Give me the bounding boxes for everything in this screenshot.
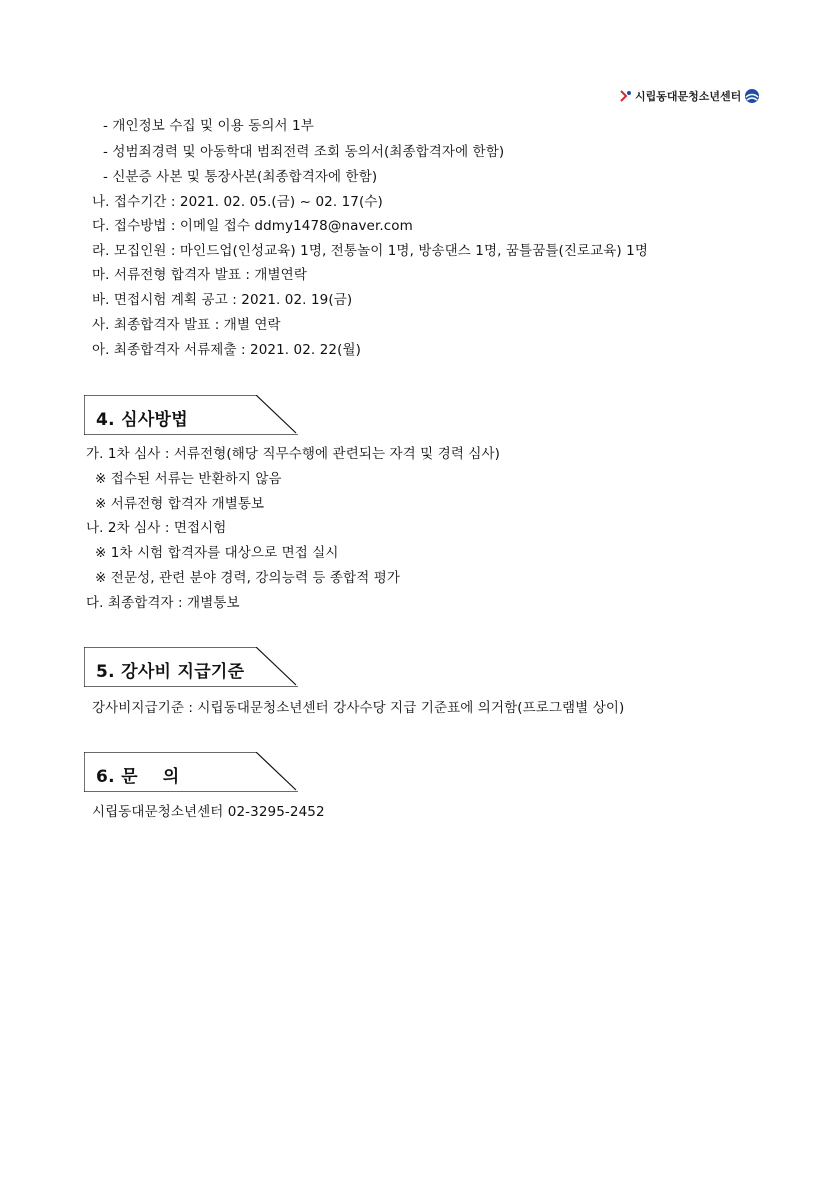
schedule-item: 마. 서류전형 합격자 발표 : 개별연락	[92, 267, 307, 283]
section-header-6	[84, 752, 298, 792]
section4-line: 가. 1차 심사 : 서류전형(해당 직무수행에 관련되는 자격 및 경력 심사)	[86, 446, 501, 462]
section4-line: 나. 2차 심사 : 면접시험	[86, 520, 227, 536]
doc-item: - 신분증 사본 및 통장사본(최종합격자에 한함)	[103, 169, 378, 185]
schedule-item: 나. 접수기간 : 2021. 02. 05.(금) ~ 02. 17(수)	[92, 194, 383, 210]
schedule-item: 아. 최종합격자 서류제출 : 2021. 02. 22(월)	[92, 342, 361, 358]
org-emblem-icon	[744, 88, 760, 104]
schedule-item: 다. 접수방법 : 이메일 접수 ddmy1478@naver.com	[92, 218, 413, 234]
schedule-item: 바. 면접시험 계획 공고 : 2021. 02. 19(금)	[92, 292, 353, 308]
section6-line: 시립동대문청소년센터 02-3295-2452	[92, 804, 325, 820]
section-header-4	[84, 395, 298, 435]
section-title: 6. 문 의	[96, 767, 180, 787]
doc-item: - 개인정보 수집 및 이용 동의서 1부	[103, 118, 314, 134]
section4-line: 다. 최종합격자 : 개별통보	[86, 595, 240, 611]
doc-item: - 성범죄경력 및 아동학대 범죄전력 조회 동의서(최종합격자에 한함)	[103, 144, 505, 160]
org-logo-mark-icon	[619, 89, 633, 103]
section4-note: ※ 접수된 서류는 반환하지 않음	[95, 471, 282, 487]
org-name: 시립동대문청소년센터	[635, 90, 742, 103]
section-title: 5. 강사비 지급기준	[96, 662, 245, 682]
section4-note: ※ 1차 시험 합격자를 대상으로 면접 실시	[95, 545, 339, 561]
section-title: 4. 심사방법	[96, 410, 188, 430]
schedule-item: 사. 최종합격자 발표 : 개별 연락	[92, 317, 281, 333]
section5-line: 강사비지급기준 : 시립동대문청소년센터 강사수당 지급 기준표에 의거함(프로그램별 상이)	[92, 700, 625, 716]
section4-note: ※ 전문성, 관련 분야 경력, 강의능력 등 종합적 평가	[95, 570, 401, 586]
section4-note: ※ 서류전형 합격자 개별통보	[95, 496, 265, 512]
schedule-item: 라. 모집인원 : 마인드업(인성교육) 1명, 전통놀이 1명, 방송댄스 1명, 꿈틀꿈틀(진로교육) 1명	[92, 243, 649, 259]
org-logo	[619, 88, 760, 104]
section-header-5	[84, 647, 298, 687]
